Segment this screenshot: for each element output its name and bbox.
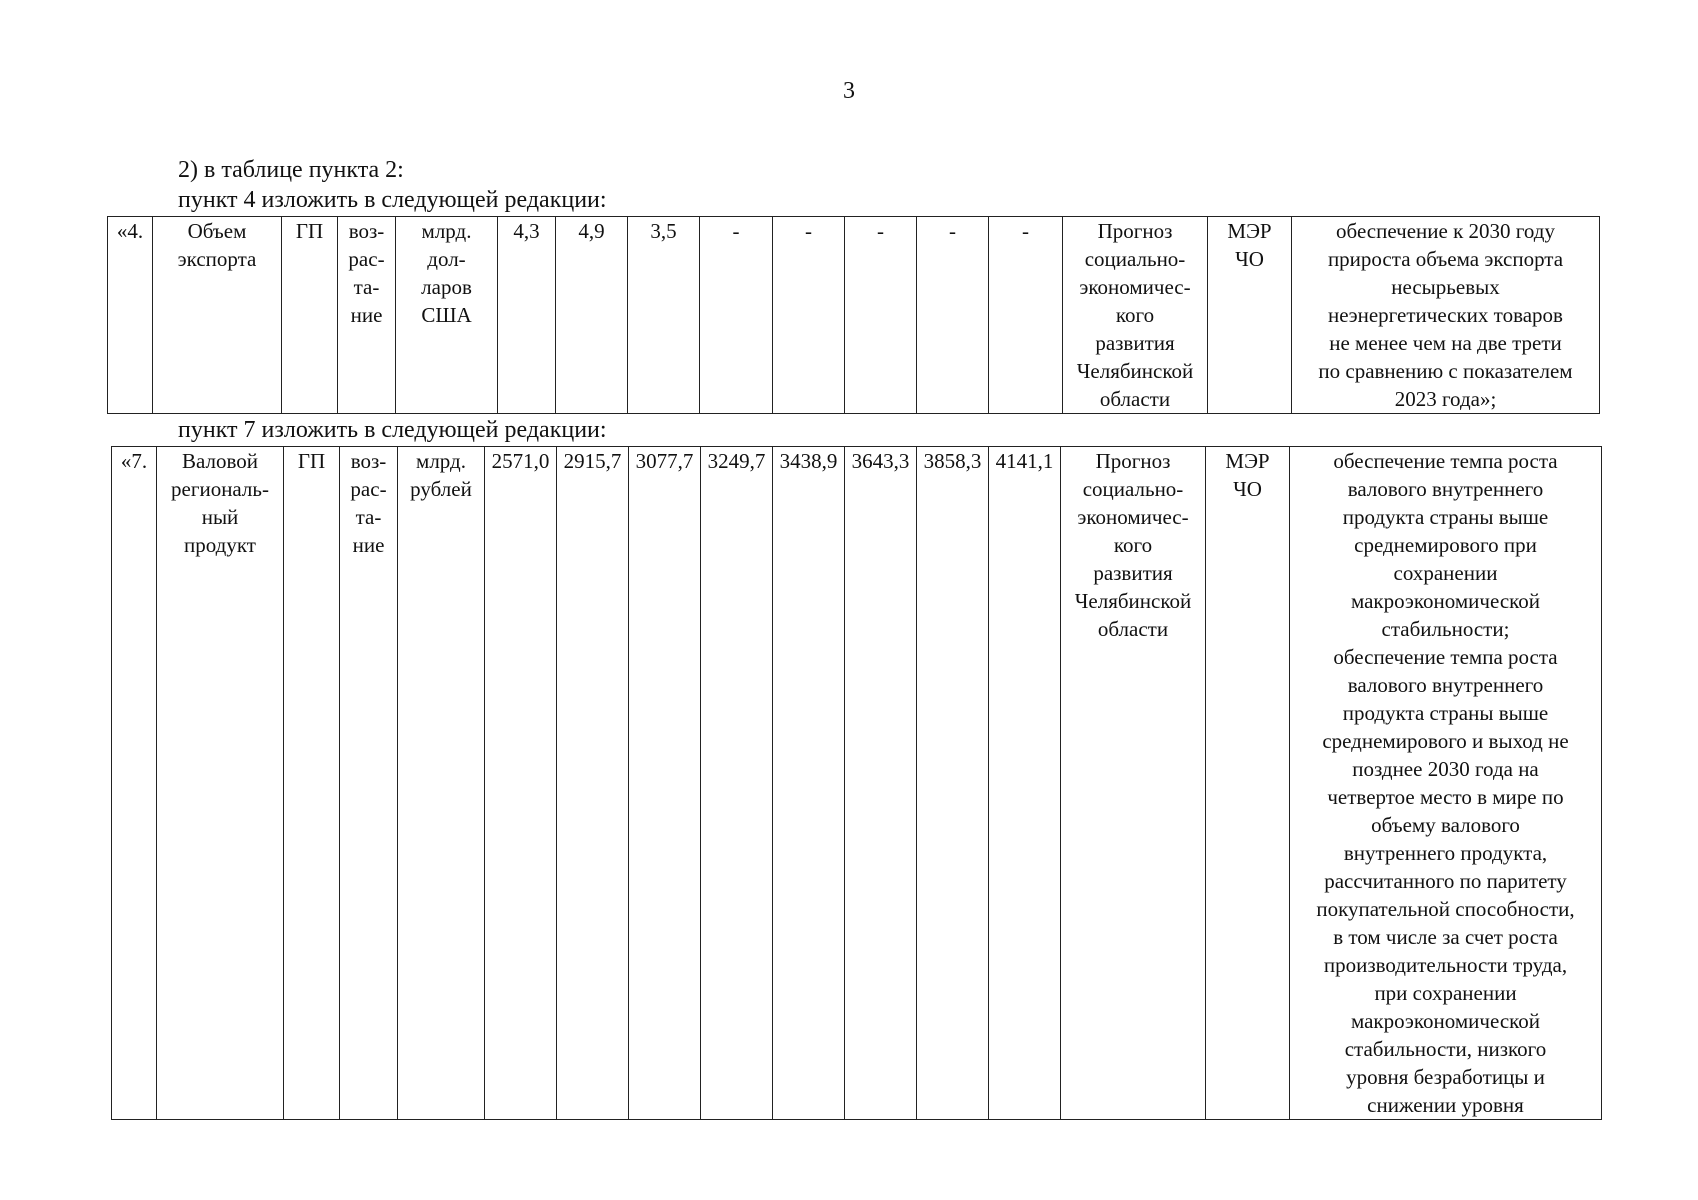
national-goal: обеспечение к 2030 году прироста объема экспорта несырьевых неэнергетических товаров не менее чем на две трети по сравнению с показателем 2023 года»;: [1292, 217, 1600, 414]
indicator-unit: млрд. дол- ларов США: [396, 217, 498, 414]
responsible-body: МЭР ЧО: [1206, 447, 1290, 1120]
value-cell: 3643,3: [845, 447, 917, 1120]
value-cell: 2915,7: [557, 447, 629, 1120]
value-cell: 3249,7: [701, 447, 773, 1120]
value-cell: 3077,7: [629, 447, 701, 1120]
source-document: Прогноз социально- экономичес- кого развития Челябинской области: [1063, 217, 1208, 414]
row-number: «4.: [108, 217, 153, 414]
intro-text: 2) в таблице пункта 2:: [178, 157, 404, 183]
value-cell: 4,9: [556, 217, 628, 414]
value-cell: -: [845, 217, 917, 414]
item7-heading: пункт 7 изложить в следующей редакции:: [178, 417, 607, 443]
indicator-direction: воз- рас- та- ние: [340, 447, 398, 1120]
table-item-4: [107, 216, 1600, 414]
value-cell: 2571,0: [485, 447, 557, 1120]
responsible-body: МЭР ЧО: [1208, 217, 1292, 414]
indicator-name: Валовой региональ- ный продукт: [157, 447, 284, 1120]
source-document: Прогноз социально- экономичес- кого развития Челябинской области: [1061, 447, 1206, 1120]
indicator-level: ГП: [282, 217, 338, 414]
indicator-unit: млрд. рублей: [398, 447, 485, 1120]
page-number: 3: [843, 78, 855, 104]
value-cell: 3438,9: [773, 447, 845, 1120]
value-cell: -: [989, 217, 1063, 414]
item4-heading: пункт 4 изложить в следующей редакции:: [178, 187, 607, 213]
value-cell: 4,3: [498, 217, 556, 414]
national-goal: обеспечение темпа роста валового внутреннего продукта страны выше среднемирового при сохранении макроэкономической стабильности; обеспечение темпа роста валового внутреннего продукта страны выше среднемирового и выход не позднее 2030 года на четвертое место в мире по объему валового внутреннего продукта, рассчитанного по паритету покупательной способности, в том числе за счет роста производительности труда, при сохранении макроэкономической стабильности, низкого уровня безработицы и снижении уровня: [1290, 447, 1602, 1120]
indicator-direction: воз- рас- та- ние: [338, 217, 396, 414]
indicator-name: Объем экспорта: [153, 217, 282, 414]
value-cell: 3858,3: [917, 447, 989, 1120]
value-cell: 3,5: [628, 217, 700, 414]
table-row: [108, 217, 1600, 414]
table-item-7: [111, 446, 1602, 1120]
indicator-level: ГП: [284, 447, 340, 1120]
table-row: [112, 447, 1602, 1120]
value-cell: -: [700, 217, 773, 414]
value-cell: 4141,1: [989, 447, 1061, 1120]
row-number: «7.: [112, 447, 157, 1120]
value-cell: -: [917, 217, 989, 414]
value-cell: -: [773, 217, 845, 414]
